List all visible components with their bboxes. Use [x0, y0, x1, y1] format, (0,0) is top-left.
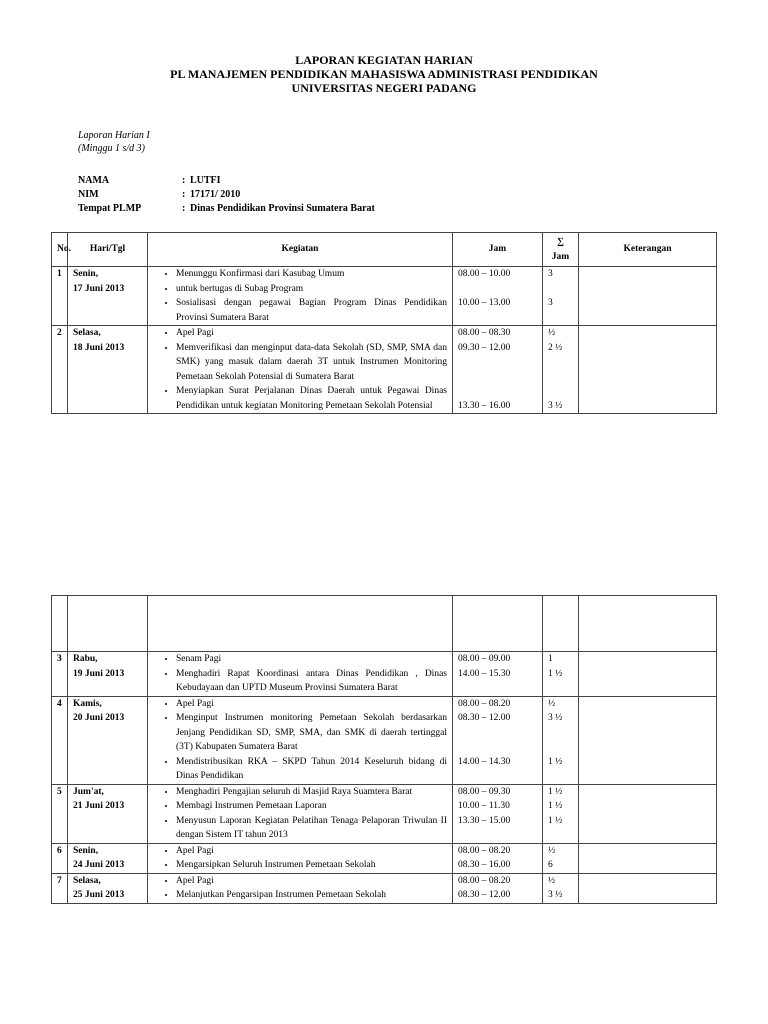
blank-cell	[543, 596, 579, 652]
hour-total	[548, 282, 573, 297]
row-time-ranges	[453, 696, 543, 784]
row-number: 6	[52, 843, 68, 873]
row-time-ranges	[453, 267, 543, 326]
identity-colon: :	[182, 175, 186, 186]
hour-total: 6	[548, 860, 553, 870]
title-line-2: PL MANAJEMEN PENDIDIKAN MAHASISWA ADMINISTRASI PENDIDIKAN	[170, 67, 598, 81]
row-activities	[148, 873, 453, 903]
identity-label: NAMA	[78, 175, 110, 186]
row-date: 17 Juni 2013	[73, 283, 125, 294]
time-range	[458, 726, 537, 741]
row-day: Senin,	[73, 845, 99, 856]
blank-cell	[68, 596, 148, 652]
activity-list	[153, 844, 447, 873]
row-hours	[543, 784, 579, 843]
activity-item: • untuk bertugas di Subag Program	[176, 282, 447, 297]
activity-table-part-1	[51, 232, 717, 414]
activity-item: • Mendistribusikan RKA – SKPD Tahun 2014 Keseluruh bidang di Dinas Pendidikan	[176, 755, 447, 784]
activity-table-part-2	[51, 595, 717, 904]
activity-item: • Menginput Instrumen monitoring Pemetaan Sekolah berdasarkan Jenjang Pendidikan SD, SMP, SMA, dan SMK di daerah tertinggal (3T) Kabupaten Sumatera Barat	[176, 711, 447, 755]
activity-item: • Sosialisasi dengan pegawai Bagian Program Dinas Pendidikan Provinsi Sumatera Barat	[176, 296, 447, 325]
activity-item: • Menyusun Laporan Kegiatan Pelatihan Tenaga Pelaporan Triwulan II dengan Sistem IT tahun 2013	[176, 814, 447, 843]
hour-total: 1	[548, 654, 553, 664]
row-date: 20 Juni 2013	[73, 713, 125, 723]
hour-total: 1 ½	[548, 756, 563, 767]
row-hours	[543, 652, 579, 697]
hour-total: 3 ½	[548, 713, 563, 723]
time-range	[458, 384, 537, 399]
row-time-ranges	[453, 784, 543, 843]
time-range: 10.00 – 11.30	[458, 801, 510, 811]
row-day-date	[68, 843, 148, 873]
row-date: 18 Juni 2013	[73, 342, 125, 353]
table-row	[52, 696, 717, 784]
header-notes: Keterangan	[579, 233, 717, 267]
row-hours	[543, 843, 579, 873]
blank-cell	[453, 596, 543, 652]
report-week: (Minggu 1 s/d 3)	[78, 143, 145, 154]
activity-item: • Apel Pagi	[176, 874, 447, 889]
identity-row-name	[78, 174, 375, 188]
activity-item: • Melanjutkan Pengarsipan Instrumen Pemetaan Sekolah	[176, 888, 447, 903]
time-range: 08.00 – 09.00	[458, 654, 511, 664]
row-activities	[148, 267, 453, 326]
hour-total: 1 ½	[548, 668, 563, 679]
row-activities	[148, 784, 453, 843]
report-title	[0, 53, 768, 95]
activity-list	[153, 874, 447, 903]
hour-total: 2 ½	[548, 342, 563, 353]
table-header-row	[52, 233, 717, 267]
hour-total: ½	[548, 328, 556, 338]
time-range: 09.30 – 12.00	[458, 342, 511, 353]
activity-item: • Menghadiri Rapat Koordinasi antara Dinas Pendidikan , Dinas Kebudayaan dan UPTD Museum Provinsi Sumatera Barat	[176, 667, 447, 696]
time-range	[458, 370, 537, 385]
time-range	[458, 355, 537, 370]
time-range: 08.00 – 10.00	[458, 269, 511, 279]
identity-row-place	[78, 202, 375, 216]
row-notes	[579, 652, 717, 697]
row-date: 19 Juni 2013	[73, 668, 125, 679]
activity-list	[153, 652, 447, 696]
table-row	[52, 267, 717, 326]
row-date: 24 Juni 2013	[73, 860, 125, 870]
header-day: Hari/Tgl	[68, 233, 148, 267]
activity-list	[153, 326, 447, 413]
time-range: 08.30 – 12.00	[458, 890, 511, 900]
hour-total: ½	[548, 875, 556, 886]
activity-item: • Apel Pagi	[176, 697, 447, 712]
header-no: No.	[52, 233, 68, 267]
hour-total	[548, 370, 573, 385]
row-number: 1	[52, 267, 68, 326]
activity-list	[153, 697, 447, 784]
row-time-ranges	[453, 843, 543, 873]
activity-item: • Apel Pagi	[176, 326, 447, 341]
blank-cell	[579, 596, 717, 652]
identity-colon: :	[182, 203, 186, 214]
time-range: 08.00 – 08.30	[458, 328, 511, 338]
identity-label: Tempat PLMP	[78, 203, 142, 214]
time-range: 14.00 – 15.30	[458, 668, 511, 679]
row-day-date	[68, 873, 148, 903]
row-day-date	[68, 326, 148, 414]
blank-cell	[52, 596, 68, 652]
row-number: 5	[52, 784, 68, 843]
identity-value: 17171/ 2010	[190, 189, 241, 200]
activity-item: • Menyiapkan Surat Perjalanan Dinas Daerah untuk Pegawai Dinas Pendidikan untuk kegiatan Monitoring Pemetaan Sekolah Potensial	[176, 384, 447, 413]
hour-total: 3 ½	[548, 890, 563, 900]
hour-total	[548, 740, 573, 755]
hour-total: ½	[548, 845, 556, 856]
time-range: 08.30 – 12.00	[458, 713, 511, 723]
row-notes	[579, 267, 717, 326]
title-line-3: UNIVERSITAS NEGERI PADANG	[291, 81, 477, 95]
row-number: 2	[52, 326, 68, 414]
row-hours	[543, 326, 579, 414]
row-activities	[148, 843, 453, 873]
row-number: 7	[52, 873, 68, 903]
time-range	[458, 740, 537, 755]
time-range: 13.30 – 16.00	[458, 400, 511, 411]
time-range: 08.00 – 09.30	[458, 786, 511, 797]
time-range: 13.30 – 15.00	[458, 815, 511, 826]
time-range: 08.00 – 08.20	[458, 875, 511, 886]
activity-item: • Memverifikasi dan menginput data-data Sekolah (SD, SMP, SMA dan SMK) yang masuk dalam daerah 3T untuk Instrumen Monitoring Pemetaan Sekolah Potensial di Sumatera Barat	[176, 341, 447, 385]
time-range: 14.00 – 14.30	[458, 756, 511, 767]
row-activities	[148, 652, 453, 697]
hour-total: 3	[548, 269, 553, 279]
row-date: 25 Juni 2013	[73, 890, 125, 900]
header-sum-jam: ∑ Jam	[543, 233, 579, 267]
row-day: Selasa,	[73, 875, 101, 886]
row-number: 4	[52, 696, 68, 784]
identity-colon: :	[182, 189, 186, 200]
title-line-1: LAPORAN KEGIATAN HARIAN	[295, 53, 473, 67]
table-row	[52, 873, 717, 903]
row-activities	[148, 696, 453, 784]
row-day: Jum'at,	[73, 786, 104, 797]
hour-total: ½	[548, 698, 556, 709]
time-range	[458, 282, 537, 297]
row-time-ranges	[453, 873, 543, 903]
row-activities	[148, 326, 453, 414]
hour-total: 1 ½	[548, 801, 563, 811]
identity-label: NIM	[78, 189, 99, 200]
row-notes	[579, 326, 717, 414]
header-activity: Kegiatan	[148, 233, 453, 267]
identity-value: Dinas Pendidikan Provinsi Sumatera Barat	[190, 203, 375, 214]
row-notes	[579, 843, 717, 873]
row-notes	[579, 784, 717, 843]
activity-item: • Membagi Instrumen Pemetaan Laporan	[176, 799, 447, 814]
row-day-date	[68, 267, 148, 326]
blank-cell	[148, 596, 453, 652]
identity-row-nim	[78, 188, 375, 202]
row-date: 21 Juni 2013	[73, 801, 125, 811]
hour-total: 3 ½	[548, 400, 563, 411]
row-day-date	[68, 784, 148, 843]
hour-total	[548, 384, 573, 399]
row-time-ranges	[453, 326, 543, 414]
activity-item: • Apel Pagi	[176, 844, 447, 859]
time-range: 08.00 – 08.20	[458, 698, 511, 709]
table-row	[52, 326, 717, 414]
activity-item: • Menunggu Konfirmasi dari Kasubag Umum	[176, 267, 447, 282]
row-hours	[543, 267, 579, 326]
hour-total: 1 ½	[548, 786, 563, 797]
time-range: 08.00 – 08.20	[458, 845, 511, 856]
activity-item: • Senam Pagi	[176, 652, 447, 667]
hour-total: 3	[548, 298, 553, 308]
row-day: Selasa,	[73, 328, 101, 338]
activity-list	[153, 785, 447, 843]
hour-total	[548, 355, 573, 370]
identity-block	[78, 174, 375, 216]
row-hours	[543, 873, 579, 903]
row-hours	[543, 696, 579, 784]
row-notes	[579, 696, 717, 784]
row-day-date	[68, 652, 148, 697]
report-number: Laporan Harian I	[78, 130, 150, 141]
table-blank-header-row	[52, 596, 717, 652]
identity-value: LUTFI	[190, 175, 221, 186]
report-intro	[78, 129, 150, 155]
time-range: 10.00 – 13.00	[458, 298, 511, 308]
activity-item: • Mengarsipkan Seluruh Instrumen Pemetaan Sekolah	[176, 858, 447, 873]
row-number: 3	[52, 652, 68, 697]
activity-list	[153, 267, 447, 325]
activity-item: • Menghadiri Pengajian seluruh di Masjid Raya Suamtera Barat	[176, 785, 447, 800]
hour-total	[548, 726, 573, 741]
row-day: Rabu,	[73, 654, 98, 664]
row-day-date	[68, 696, 148, 784]
time-range: 08.30 – 16.00	[458, 860, 511, 870]
table-row	[52, 784, 717, 843]
row-day: Senin,	[73, 269, 99, 279]
table-row	[52, 652, 717, 697]
table-row	[52, 843, 717, 873]
hour-total: 1 ½	[548, 815, 563, 826]
row-notes	[579, 873, 717, 903]
row-day: Kamis,	[73, 698, 102, 709]
row-time-ranges	[453, 652, 543, 697]
header-jam: Jam	[453, 233, 543, 267]
